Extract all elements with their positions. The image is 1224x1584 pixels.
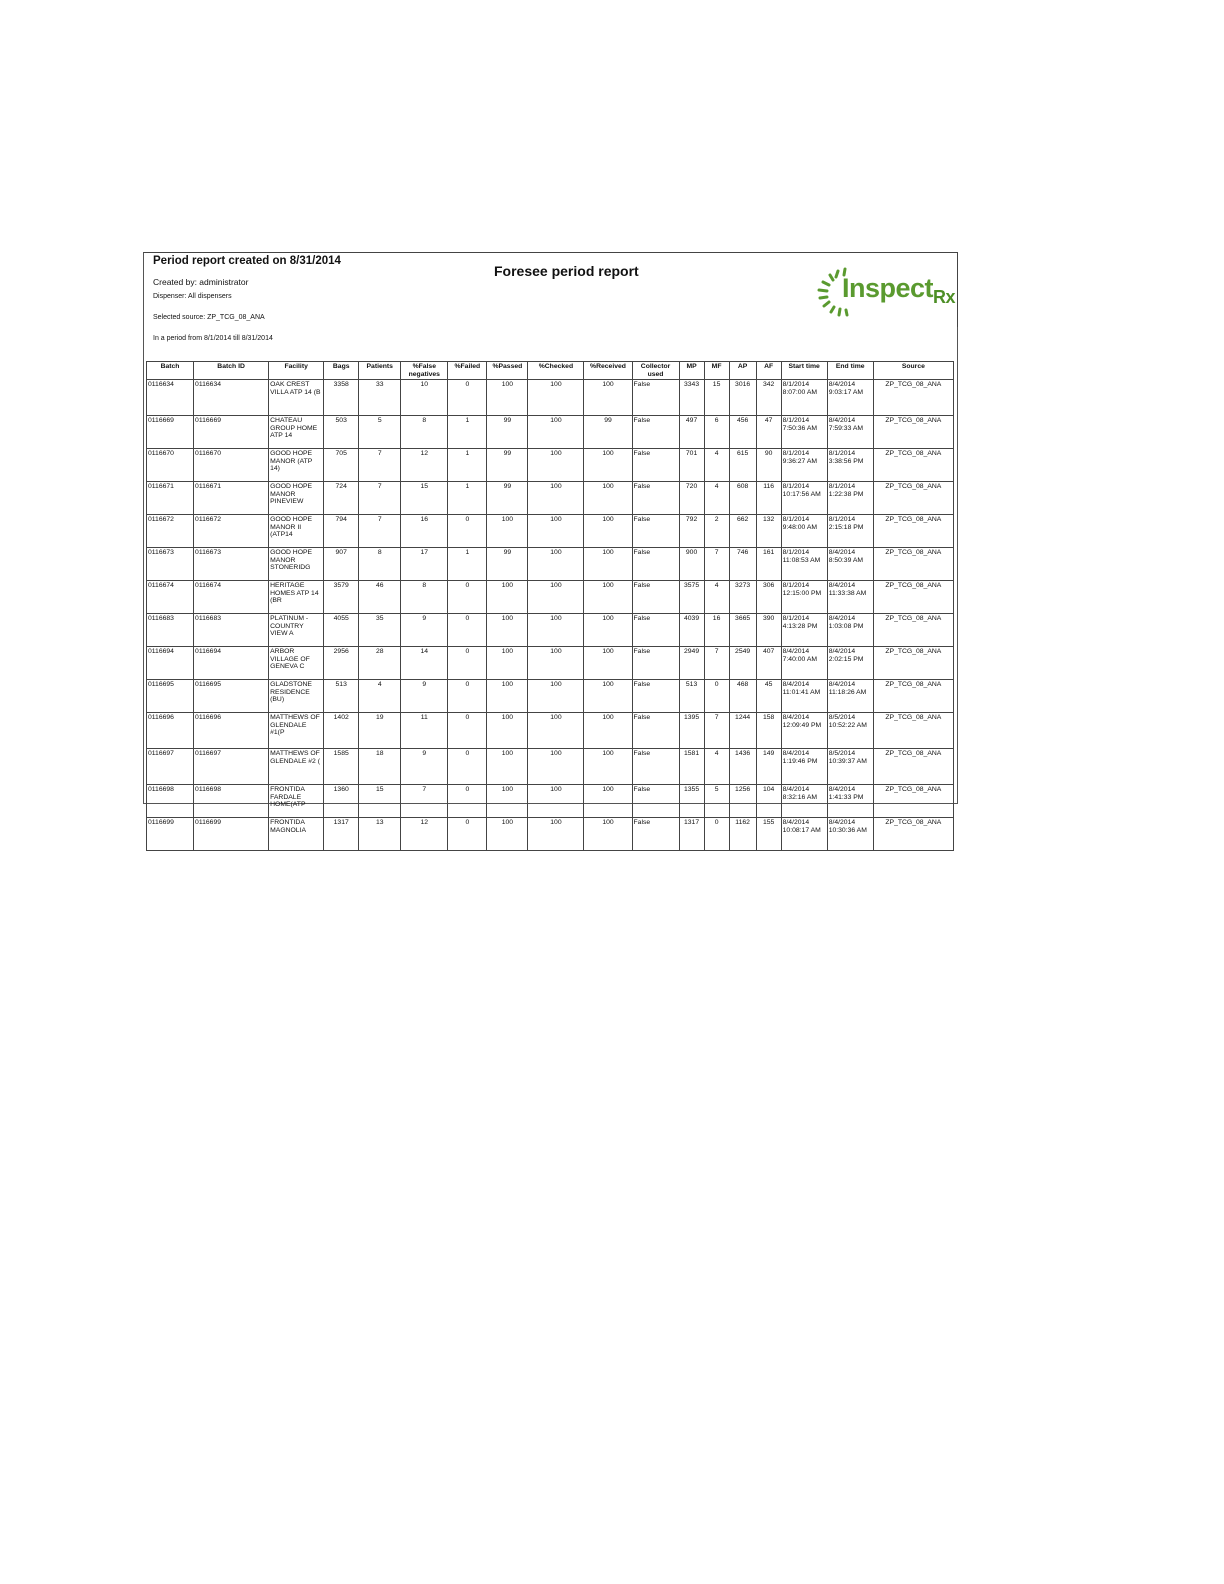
table-cell: 100 (584, 713, 632, 749)
column-header: Batch (147, 362, 194, 380)
table-cell: PLATINUM - COUNTRY VIEW A (269, 614, 324, 647)
table-cell: 99 (487, 482, 528, 515)
table-row (147, 614, 954, 647)
table-cell: 7 (704, 713, 729, 749)
table-cell: False (632, 548, 679, 581)
table-cell: 720 (679, 482, 704, 515)
table-cell: 155 (756, 818, 781, 851)
table-cell: 7 (704, 647, 729, 680)
table-cell: 342 (756, 380, 781, 416)
table-cell: 1360 (324, 785, 359, 818)
table-cell: 0116694 (147, 647, 194, 680)
table-cell: 0116670 (194, 449, 269, 482)
table-cell: GOOD HOPE MANOR (ATP 14) (269, 449, 324, 482)
period-report (143, 252, 958, 834)
table-cell: 2549 (729, 647, 756, 680)
table-cell: 0116674 (147, 581, 194, 614)
table-cell: 1 (448, 416, 487, 449)
table-cell: 100 (528, 482, 584, 515)
table-cell: 4 (704, 749, 729, 785)
table-cell: 15 (401, 482, 448, 515)
table-cell: 3343 (679, 380, 704, 416)
table-cell: ZP_TCG_08_ANA (873, 380, 953, 416)
table-cell: 0116697 (147, 749, 194, 785)
logo-wordmark: Inspect$_{Rx}$ (842, 273, 956, 307)
table-cell: 3579 (324, 581, 359, 614)
period-range: In a period from 8/1/2014 till 8/31/2014 (153, 335, 273, 342)
table-cell: 100 (528, 713, 584, 749)
table-row (147, 416, 954, 449)
table-cell: 513 (324, 680, 359, 713)
table-cell: 1436 (729, 749, 756, 785)
table-row (147, 482, 954, 515)
table-cell: MATTHEWS OF GLENDALE #1(P (269, 713, 324, 749)
column-header: Bags (324, 362, 359, 380)
table-cell: 8/4/2014 1:19:46 PM (781, 749, 827, 785)
table-cell: 100 (487, 581, 528, 614)
table-cell: 8/1/2014 1:22:38 PM (827, 482, 873, 515)
table-cell: 1402 (324, 713, 359, 749)
table-cell: 90 (756, 449, 781, 482)
table-cell: 8/1/2014 12:15:00 PM (781, 581, 827, 614)
table-cell: 8/1/2014 11:08:53 AM (781, 548, 827, 581)
table-cell: ZP_TCG_08_ANA (873, 749, 953, 785)
table-cell: 3358 (324, 380, 359, 416)
table-cell: 3273 (729, 581, 756, 614)
table-cell: 6 (704, 416, 729, 449)
table-cell: 3016 (729, 380, 756, 416)
table-cell: 11 (401, 713, 448, 749)
table-row (147, 515, 954, 548)
table-cell: 12 (401, 449, 448, 482)
table-cell: 1585 (324, 749, 359, 785)
table-cell: 2949 (679, 647, 704, 680)
table-cell: 100 (584, 749, 632, 785)
table-cell: False (632, 449, 679, 482)
table-cell: False (632, 416, 679, 449)
table-cell: 0116669 (194, 416, 269, 449)
table-cell: 14 (401, 647, 448, 680)
table-cell: HERITAGE HOMES ATP 14 (BR (269, 581, 324, 614)
table-cell: 0116683 (147, 614, 194, 647)
table-cell: 104 (756, 785, 781, 818)
table-cell: 35 (359, 614, 401, 647)
table-cell: 100 (528, 818, 584, 851)
column-header: %False negatives (401, 362, 448, 380)
table-cell: False (632, 581, 679, 614)
table-cell: 724 (324, 482, 359, 515)
table-cell: 100 (584, 785, 632, 818)
table-cell: 100 (528, 380, 584, 416)
table-cell: 100 (528, 416, 584, 449)
table-cell: 701 (679, 449, 704, 482)
table-cell: 99 (487, 416, 528, 449)
table-cell: 4 (704, 581, 729, 614)
table-cell: 7 (401, 785, 448, 818)
table-cell: 1317 (679, 818, 704, 851)
table-cell: 8/1/2014 2:15:18 PM (827, 515, 873, 548)
table-row (147, 581, 954, 614)
table-cell: False (632, 680, 679, 713)
table-cell: 8/4/2014 10:30:36 AM (827, 818, 873, 851)
table-cell: ZP_TCG_08_ANA (873, 449, 953, 482)
table-cell: 8/4/2014 2:02:15 PM (827, 647, 873, 680)
table-cell: 100 (584, 548, 632, 581)
table-row (147, 680, 954, 713)
table-cell: 8/4/2014 11:18:26 AM (827, 680, 873, 713)
column-header: Facility (269, 362, 324, 380)
table-cell: 116 (756, 482, 781, 515)
column-header: MF (704, 362, 729, 380)
table-cell: 503 (324, 416, 359, 449)
table-cell: 100 (487, 614, 528, 647)
table-cell: 4 (359, 680, 401, 713)
table-cell: 900 (679, 548, 704, 581)
table-cell: 1 (448, 548, 487, 581)
table-cell: 3575 (679, 581, 704, 614)
table-cell: 2 (704, 515, 729, 548)
table-cell: ARBOR VILLAGE OF GENEVA C (269, 647, 324, 680)
table-cell: False (632, 380, 679, 416)
table-cell: 8/4/2014 8:50:39 AM (827, 548, 873, 581)
table-cell: 100 (584, 449, 632, 482)
table-cell: 4039 (679, 614, 704, 647)
table-cell: False (632, 785, 679, 818)
table-cell: ZP_TCG_08_ANA (873, 548, 953, 581)
table-cell: 100 (487, 785, 528, 818)
table-cell: 907 (324, 548, 359, 581)
table-cell: 456 (729, 416, 756, 449)
table-cell: 18 (359, 749, 401, 785)
table-cell: 746 (729, 548, 756, 581)
table-cell: GOOD HOPE MANOR II (ATP14 (269, 515, 324, 548)
table-cell: 0116697 (194, 749, 269, 785)
table-cell: 100 (584, 515, 632, 548)
table-cell: 1317 (324, 818, 359, 851)
table-row (147, 380, 954, 416)
table-cell: 17 (401, 548, 448, 581)
table-cell: 794 (324, 515, 359, 548)
table-cell: 9 (401, 749, 448, 785)
column-header: AF (756, 362, 781, 380)
table-cell: 8/4/2014 8:32:16 AM (781, 785, 827, 818)
table-cell: 16 (401, 515, 448, 548)
table-cell: 468 (729, 680, 756, 713)
table-cell: 0 (448, 380, 487, 416)
table-cell: 8/4/2014 1:03:08 PM (827, 614, 873, 647)
table-cell: 1256 (729, 785, 756, 818)
table-cell: 0116698 (147, 785, 194, 818)
table-cell: 0116699 (194, 818, 269, 851)
table-row (147, 449, 954, 482)
table-cell: 8/4/2014 11:01:41 AM (781, 680, 827, 713)
table-cell: ZP_TCG_08_ANA (873, 818, 953, 851)
table-cell: 3665 (729, 614, 756, 647)
table-cell: 4055 (324, 614, 359, 647)
table-cell: False (632, 647, 679, 680)
table-cell: 0116634 (147, 380, 194, 416)
table-cell: 390 (756, 614, 781, 647)
table-cell: 5 (704, 785, 729, 818)
table-cell: 0116696 (194, 713, 269, 749)
table-cell: 0 (448, 680, 487, 713)
table-cell: 100 (528, 647, 584, 680)
table-cell: OAK CREST VILLA ATP 14 (B (269, 380, 324, 416)
table-cell: 1162 (729, 818, 756, 851)
column-header: AP (729, 362, 756, 380)
column-header: Patients (359, 362, 401, 380)
table-cell: 100 (528, 680, 584, 713)
table-cell: ZP_TCG_08_ANA (873, 416, 953, 449)
table-cell: False (632, 818, 679, 851)
table-cell: False (632, 614, 679, 647)
table-cell: 100 (487, 647, 528, 680)
table-cell: CHATEAU GROUP HOME ATP 14 (269, 416, 324, 449)
table-cell: 0 (448, 515, 487, 548)
table-cell: ZP_TCG_08_ANA (873, 713, 953, 749)
table-cell: 19 (359, 713, 401, 749)
table-cell: 12 (401, 818, 448, 851)
table-cell: FRONTIDA MAGNOLIA (269, 818, 324, 851)
table-cell: 1 (448, 449, 487, 482)
table-cell: 15 (704, 380, 729, 416)
table-row (147, 713, 954, 749)
table-row (147, 749, 954, 785)
table-cell: 497 (679, 416, 704, 449)
column-header: %Received (584, 362, 632, 380)
column-header: %Passed (487, 362, 528, 380)
table-cell: 99 (487, 548, 528, 581)
table-body (147, 380, 954, 851)
table-cell: GOOD HOPE MANOR STONERIDG (269, 548, 324, 581)
table-row (147, 785, 954, 818)
table-cell: 5 (359, 416, 401, 449)
table-cell: 0 (448, 713, 487, 749)
table-cell: 8/1/2014 7:50:36 AM (781, 416, 827, 449)
table-cell: 100 (584, 614, 632, 647)
dispenser-info: Dispenser: All dispensers (153, 293, 232, 300)
column-header: %Failed (448, 362, 487, 380)
table-cell: 100 (584, 581, 632, 614)
table-cell: 0116671 (147, 482, 194, 515)
report-created-title: Period report created on 8/31/2014 (153, 255, 341, 267)
table-cell: 0116695 (147, 680, 194, 713)
table-cell: 7 (359, 449, 401, 482)
table-cell: 0116672 (147, 515, 194, 548)
report-title: Foresee period report (494, 263, 639, 279)
table-cell: 9 (401, 614, 448, 647)
table-cell: ZP_TCG_08_ANA (873, 581, 953, 614)
table-cell: 792 (679, 515, 704, 548)
table-cell: 8 (401, 416, 448, 449)
table-cell: 1395 (679, 713, 704, 749)
table-cell: 100 (528, 749, 584, 785)
table-cell: 100 (528, 581, 584, 614)
table-cell: 7 (359, 515, 401, 548)
table-cell: 8/1/2014 3:38:56 PM (827, 449, 873, 482)
table-cell: 1 (448, 482, 487, 515)
table-cell: 100 (584, 482, 632, 515)
table-cell: 13 (359, 818, 401, 851)
table-cell: 0116674 (194, 581, 269, 614)
table-cell: 8/1/2014 4:13:28 PM (781, 614, 827, 647)
table-cell: 4 (704, 449, 729, 482)
table-cell: 8/4/2014 10:08:17 AM (781, 818, 827, 851)
table-cell: 8/1/2014 8:07:00 AM (781, 380, 827, 416)
table-cell: 705 (324, 449, 359, 482)
table-cell: 100 (487, 380, 528, 416)
column-header: Source (873, 362, 953, 380)
table-cell: 100 (487, 818, 528, 851)
table-cell: 8/4/2014 11:33:38 AM (827, 581, 873, 614)
table-cell: 8/4/2014 9:03:17 AM (827, 380, 873, 416)
table-cell: 2956 (324, 647, 359, 680)
table-cell: ZP_TCG_08_ANA (873, 785, 953, 818)
table-cell: 662 (729, 515, 756, 548)
table-cell: 615 (729, 449, 756, 482)
table-cell: 7 (359, 482, 401, 515)
table-cell: 1581 (679, 749, 704, 785)
table-cell: 0 (704, 680, 729, 713)
table-cell: 8/4/2014 7:59:33 AM (827, 416, 873, 449)
table-cell: 99 (487, 449, 528, 482)
table-cell: 100 (528, 515, 584, 548)
table-cell: FRONTIDA FARDALE HOME(ATP (269, 785, 324, 818)
table-cell: 8 (359, 548, 401, 581)
table-cell: 0116669 (147, 416, 194, 449)
table-cell: ZP_TCG_08_ANA (873, 515, 953, 548)
column-header: %Checked (528, 362, 584, 380)
table-cell: ZP_TCG_08_ANA (873, 614, 953, 647)
table-cell: 7 (704, 548, 729, 581)
table-cell: 46 (359, 581, 401, 614)
table-cell: ZP_TCG_08_ANA (873, 680, 953, 713)
table-cell: 0 (448, 749, 487, 785)
column-header: MP (679, 362, 704, 380)
table-cell: ZP_TCG_08_ANA (873, 482, 953, 515)
table-cell: GOOD HOPE MANOR PINEVIEW (269, 482, 324, 515)
table-cell: 0 (448, 614, 487, 647)
table-cell: 132 (756, 515, 781, 548)
table-cell: 0 (448, 647, 487, 680)
table-cell: 0 (448, 785, 487, 818)
selected-source: Selected source: ZP_TCG_08_ANA (153, 314, 265, 321)
table-cell: 0116672 (194, 515, 269, 548)
table-cell: 0116683 (194, 614, 269, 647)
table-header-row (147, 362, 954, 380)
column-header: End time (827, 362, 873, 380)
table-cell: 0116673 (147, 548, 194, 581)
table-cell: 0116670 (147, 449, 194, 482)
table-cell: 0116671 (194, 482, 269, 515)
table-cell: 8/4/2014 1:41:33 PM (827, 785, 873, 818)
table-cell: 0116698 (194, 785, 269, 818)
column-header: Collector used (632, 362, 679, 380)
table-cell: 100 (528, 785, 584, 818)
table-cell: 47 (756, 416, 781, 449)
table-cell: 8 (401, 581, 448, 614)
table-cell: False (632, 482, 679, 515)
border-line (957, 252, 958, 327)
table-row (147, 818, 954, 851)
table-cell: 0116694 (194, 647, 269, 680)
table-cell: 100 (584, 680, 632, 713)
table-row (147, 647, 954, 680)
table-cell: 100 (584, 818, 632, 851)
table-cell: 158 (756, 713, 781, 749)
table-cell: 8/1/2014 10:17:56 AM (781, 482, 827, 515)
table-cell: 407 (756, 647, 781, 680)
table-cell: 4 (704, 482, 729, 515)
table-cell: 100 (528, 548, 584, 581)
table-cell: 8/5/2014 10:39:37 AM (827, 749, 873, 785)
table-cell: 10 (401, 380, 448, 416)
table-row (147, 548, 954, 581)
table-cell: 8/5/2014 10:52:22 AM (827, 713, 873, 749)
table-cell: 33 (359, 380, 401, 416)
table-cell: 8/4/2014 7:40:00 AM (781, 647, 827, 680)
table-cell: 513 (679, 680, 704, 713)
table-cell: 100 (528, 614, 584, 647)
table-cell: 161 (756, 548, 781, 581)
table-cell: 100 (487, 749, 528, 785)
table-cell: 1355 (679, 785, 704, 818)
table-cell: 0116695 (194, 680, 269, 713)
table-cell: 306 (756, 581, 781, 614)
table-cell: 9 (401, 680, 448, 713)
table-cell: 0116673 (194, 548, 269, 581)
column-header: Batch ID (194, 362, 269, 380)
report-table (146, 361, 954, 851)
table-cell: 45 (756, 680, 781, 713)
table-cell: 16 (704, 614, 729, 647)
table-cell: 15 (359, 785, 401, 818)
table-cell: 0116696 (147, 713, 194, 749)
table-cell: 0116699 (147, 818, 194, 851)
table-cell: 8/4/2014 12:09:49 PM (781, 713, 827, 749)
table-cell: 99 (584, 416, 632, 449)
table-cell: 100 (487, 680, 528, 713)
table-cell: 100 (584, 380, 632, 416)
table-cell: 608 (729, 482, 756, 515)
table-cell: False (632, 515, 679, 548)
table-cell: 1244 (729, 713, 756, 749)
inspectrx-logo (816, 265, 956, 323)
column-header: Start time (781, 362, 827, 380)
table-cell: 100 (487, 515, 528, 548)
table-cell: 149 (756, 749, 781, 785)
table-cell: 8/1/2014 9:36:27 AM (781, 449, 827, 482)
table-cell: MATTHEWS OF GLENDALE #2 ( (269, 749, 324, 785)
table-cell: 100 (584, 647, 632, 680)
created-by: Created by: administrator (153, 277, 249, 287)
table-cell: GLADSTONE RESIDENCE (BU) (269, 680, 324, 713)
table-cell: 0 (448, 581, 487, 614)
table-cell: False (632, 749, 679, 785)
table-cell: ZP_TCG_08_ANA (873, 647, 953, 680)
table-cell: 0116634 (194, 380, 269, 416)
table-cell: 100 (528, 449, 584, 482)
table-cell: 8/1/2014 9:48:00 AM (781, 515, 827, 548)
table-cell: 0 (704, 818, 729, 851)
table-cell: 0 (448, 818, 487, 851)
table-cell: 100 (487, 713, 528, 749)
table-cell: 28 (359, 647, 401, 680)
table-cell: False (632, 713, 679, 749)
